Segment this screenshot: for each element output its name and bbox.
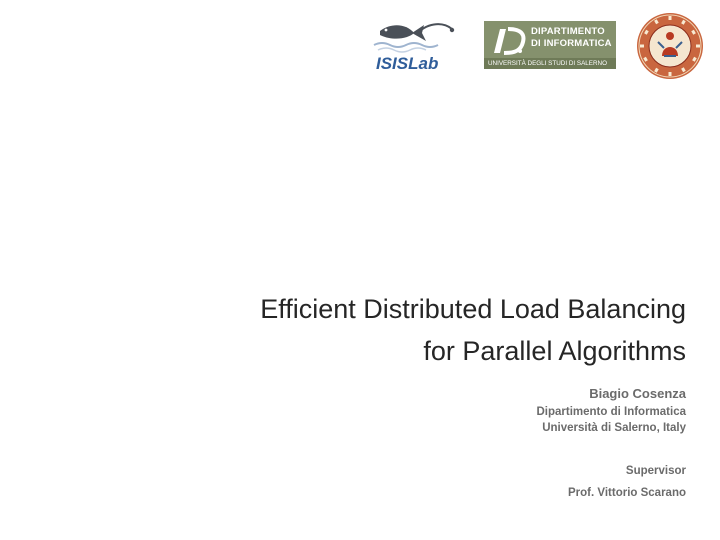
isislab-logo [372,17,458,75]
supervisor-label: Supervisor [625,465,686,477]
di-monogram-icon [486,23,530,57]
university-seal-icon [636,12,704,80]
author-block [536,384,686,436]
title-line-2: for Parallel Algorithms [423,336,686,366]
title-line-1: Efficient Distributed Load Balancing [260,294,686,324]
university-seal [636,12,704,80]
isislab-wordmark: ISISLab [376,54,439,73]
author-university: Università di Salerno, Italy [542,422,686,434]
author-department: Dipartimento di Informatica [536,406,686,418]
department-logo [484,21,616,69]
department-logo-line3: UNIVERSITÀ DEGLI STUDI DI SALERNO [488,59,607,67]
department-logo-line2: DI INFORMATICA [531,38,612,49]
supervisor-name: Prof. Vittorio Scarano [567,487,686,499]
author-name: Biagio Cosenza [589,386,686,401]
presentation-title [86,288,686,372]
department-logo-line1: DIPARTIMENTO [531,26,605,37]
supervisor-block [568,460,686,504]
fish-icon [372,17,458,57]
